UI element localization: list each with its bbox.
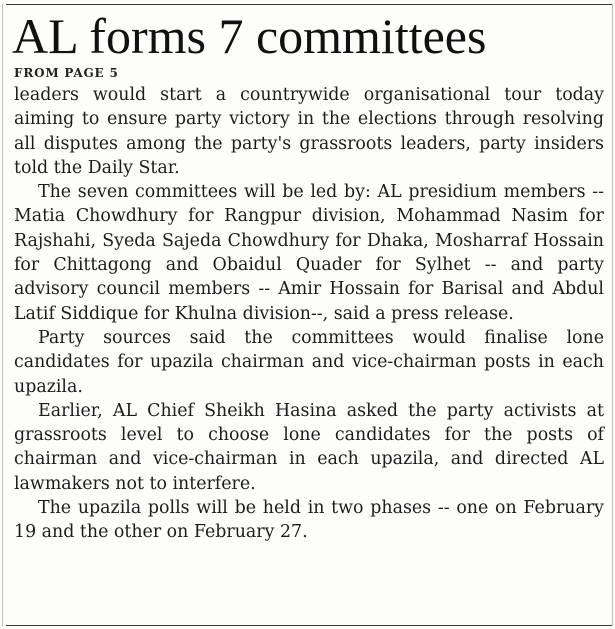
- right-border-rule: [612, 4, 613, 626]
- left-border-rule: [2, 4, 3, 626]
- continuation-jump-line: FROM PAGE 5: [14, 66, 119, 80]
- article-paragraph-4: Earlier, AL Chief Sheikh Hasina asked the party activists at grassroots level to choose lone candidates for the posts of chairman and vice-chairman in each upazila, and directed AL lawmakers not to interfere.: [14, 400, 604, 494]
- article-paragraph-3: Party sources said the committees would finalise lone candidates for upazila chairman and vice-chairman posts in each upazila.: [14, 327, 604, 397]
- article-body: [14, 83, 604, 545]
- article-paragraph-5: The upazila polls will be held in two phases -- one on February 19 and the other on February 27.: [14, 498, 604, 543]
- article-headline: AL forms 7 committees: [12, 8, 487, 64]
- article-paragraph-2: The seven committees will be led by: AL presidium members -- Matia Chowdhury for Rangpur division, Mohammad Nasim for Rajshahi, Syeda Sajeda Chowdhury for Dhaka, Mosharraf Hossain for Chittagong and Obaidul Quader for Sylhet -- and party advisory council members -- Amir Hossain for Barisal and Abdul Latif Siddique for Khulna division--, said a press release.: [14, 182, 604, 324]
- top-border-rule: [6, 4, 612, 5]
- article-paragraph-1: leaders would start a countrywide organisational tour today aiming to ensure party victory in the elections through resolving all disputes among the party's grassroots leaders, party insiders told the Daily Star.: [14, 85, 604, 178]
- bottom-border-rule: [6, 625, 612, 626]
